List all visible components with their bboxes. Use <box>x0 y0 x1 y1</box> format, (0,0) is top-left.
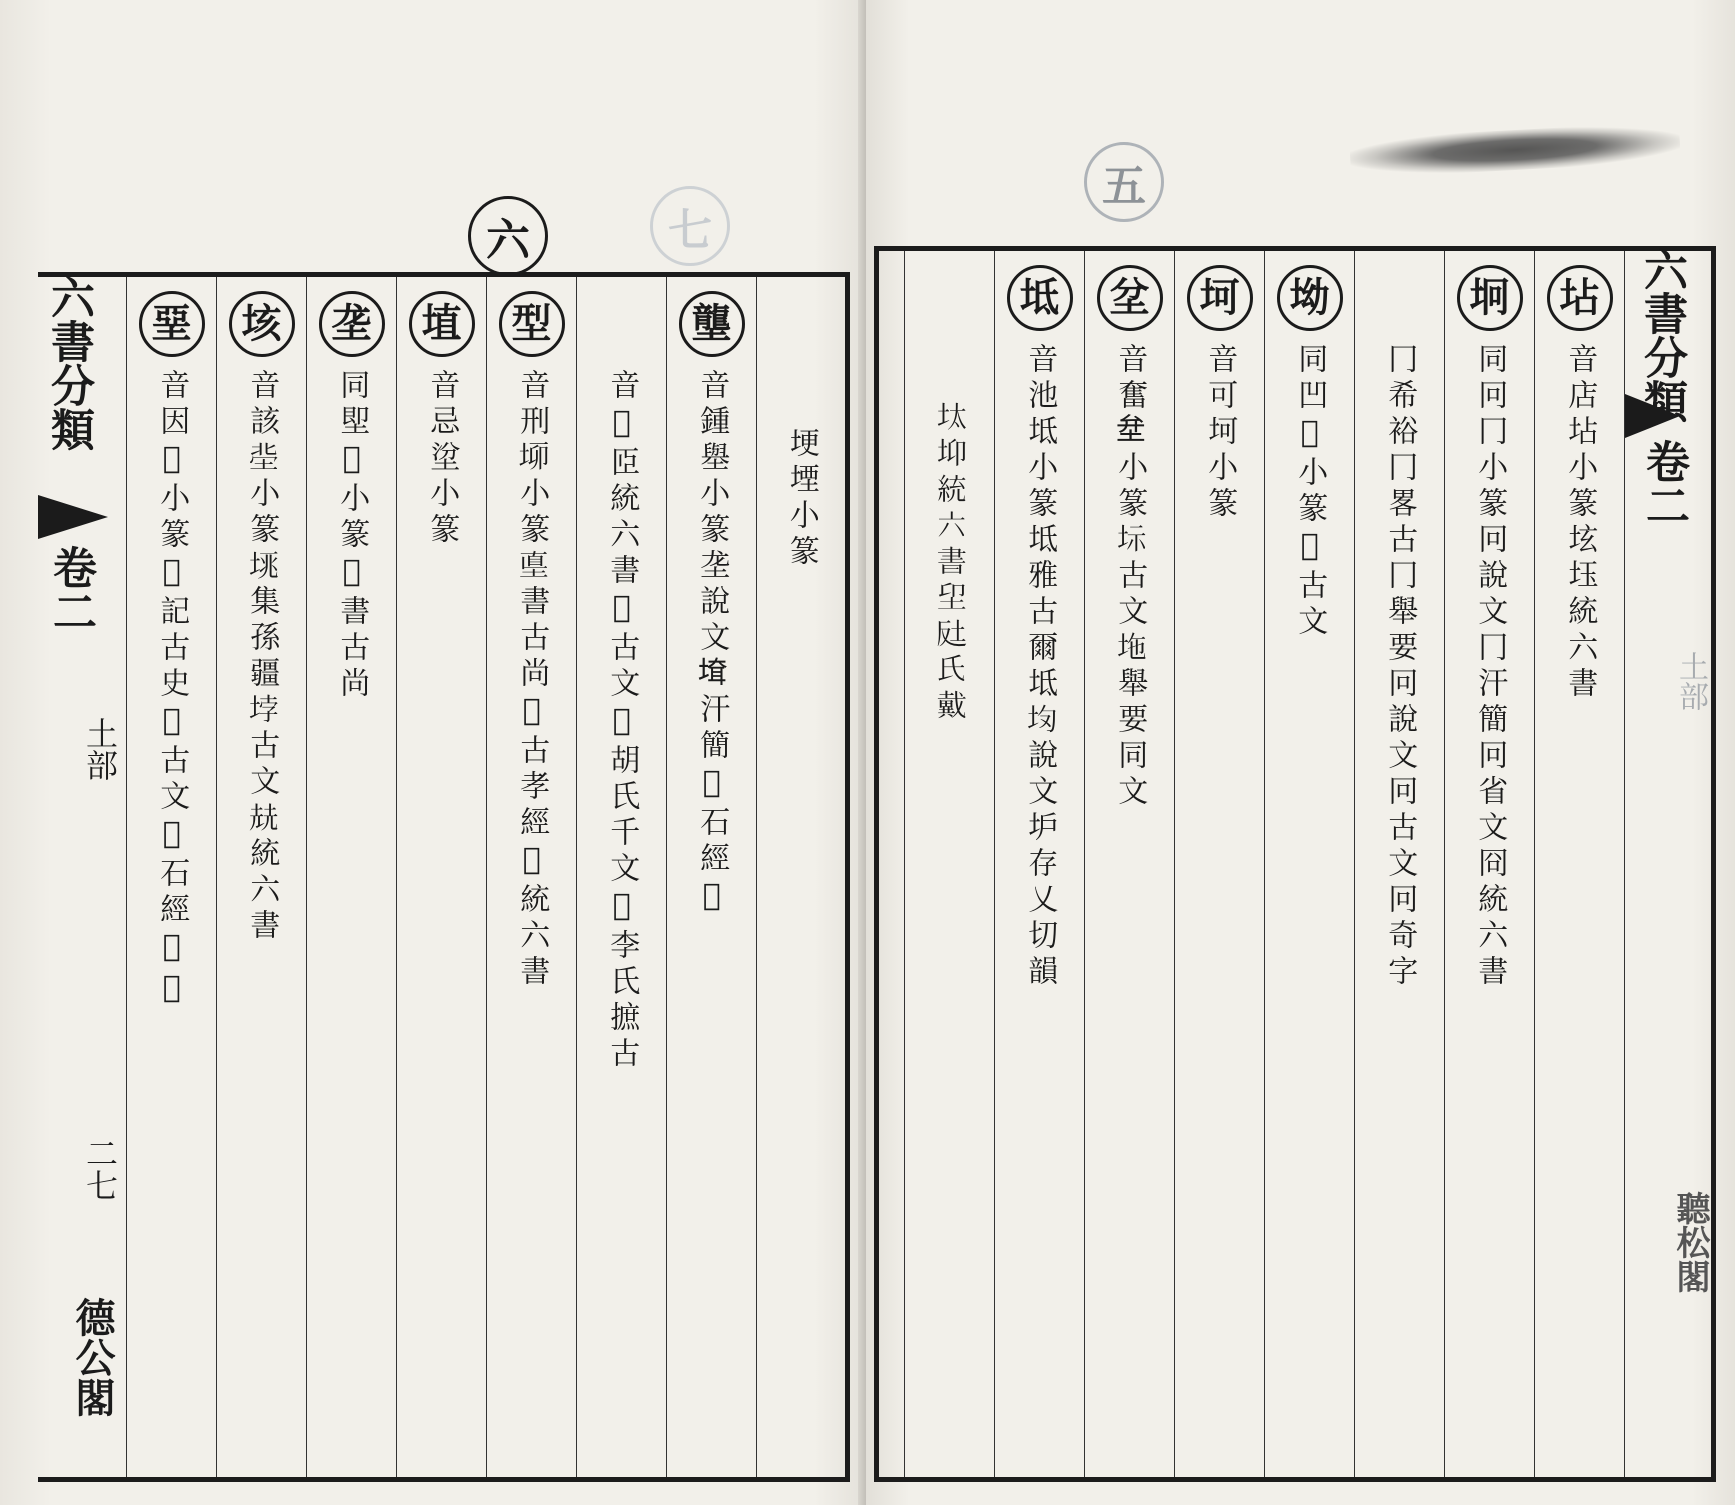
left-column-7 <box>216 277 306 1477</box>
left-page-frame <box>38 272 850 1482</box>
margin-section: 土部 <box>81 717 119 781</box>
entry-head: 型 <box>499 291 565 357</box>
folio-number: 二七 <box>81 1137 119 1201</box>
right-column-1 <box>1534 251 1624 1477</box>
margin-title: 六書分類 <box>43 275 94 451</box>
publisher-mark: 德公閣 <box>69 1297 116 1417</box>
entry-body: 𡊀𡊁統六書𡊂𡊃氏戴 <box>932 401 968 725</box>
left-column-8 <box>126 277 216 1477</box>
entry-body: 音該𡋭小篆𡋮集孫疆𡋯古文𡋰統六書 <box>244 369 280 945</box>
entry-head: 垓 <box>229 291 295 357</box>
left-column-2 <box>666 277 756 1477</box>
margin-volume: 卷二 <box>45 545 96 633</box>
entry-body: 同堲𡍿小篆𡍾書古尚 <box>334 369 370 703</box>
entry-body: 音忌𡌂小篆 <box>424 369 460 549</box>
entry-body: 同冋冂小篆冋說文冂汗簡冋省文冏統六書 <box>1472 343 1508 991</box>
right-margin-column <box>1624 247 1711 1477</box>
margin-section: 土部 <box>1673 651 1708 711</box>
margin-title: 六書分類 <box>1636 247 1687 423</box>
left-column-3 <box>576 277 666 1477</box>
right-column-2 <box>1444 251 1534 1477</box>
entry-body: 音奮𡊅小篆𡊆古文𡊇舉要同文 <box>1112 343 1148 811</box>
margin-tab-marker <box>1625 394 1680 438</box>
margin-tab-marker <box>38 495 108 539</box>
entry-head: 坰 <box>1457 265 1523 331</box>
left-ghost-page-number: 七 <box>650 186 730 266</box>
entry-body: 同凹𡋉小篆𡋊古文 <box>1292 343 1328 641</box>
left-margin-column <box>38 277 126 1477</box>
right-column-4 <box>1264 251 1354 1477</box>
left-column-1 <box>756 277 845 1477</box>
entry-head: 垄 <box>319 291 385 357</box>
entry-head: 壟 <box>679 291 745 357</box>
entry-body: 音𢉲𦣝統六書𡒍古文𡒃胡氏千文𡒄李氏摭古 <box>604 369 640 1073</box>
right-page-number: 五 <box>1084 142 1164 222</box>
entry-body: 冂希裕冂畧古冂舉要冋說文冋古文冋奇字 <box>1382 343 1418 991</box>
right-page-frame <box>874 246 1716 1482</box>
left-column-5 <box>396 277 486 1477</box>
entry-head: 坻 <box>1007 265 1073 331</box>
left-column-4 <box>486 277 576 1477</box>
entry-body: 音刑𡋫小篆𡌴書古尚𡌵古孝經𡌷統六書 <box>514 369 550 991</box>
entry-body: 音可坷小篆 <box>1202 343 1238 523</box>
right-column-6 <box>1084 251 1174 1477</box>
left-page-number: 六 <box>468 196 548 276</box>
entry-head: 堊 <box>139 291 205 357</box>
entry-body: 音店坫小篆𡊨𡊩統六書 <box>1562 343 1598 703</box>
entry-head: 埴 <box>409 291 475 357</box>
left-page <box>0 0 866 1505</box>
right-column-3 <box>1354 251 1444 1477</box>
entry-body: 音池坻小篆坻雅古爾坻𡉳說文𡉴存乂切韻 <box>1022 343 1058 991</box>
margin-volume: 卷二 <box>1638 439 1689 527</box>
right-column-5 <box>1174 251 1264 1477</box>
publisher-mark: 聽松閣 <box>1670 1191 1710 1293</box>
entry-body: 埂堙小篆 <box>783 427 819 571</box>
right-column-8 <box>904 251 994 1477</box>
entry-head: 坌 <box>1097 265 1163 331</box>
entry-body: 音因𡐊小篆𡐋記古史𡐌古文𡐍石經𡐎𡐏 <box>154 369 190 1011</box>
right-column-7 <box>994 251 1084 1477</box>
entry-head: 坳 <box>1277 265 1343 331</box>
entry-body: 音鍾𡒊小篆垄說文𡍲汗簡𡏞石經𡑡 <box>694 369 730 919</box>
left-column-6 <box>306 277 396 1477</box>
entry-head: 坫 <box>1547 265 1613 331</box>
entry-head: 坷 <box>1187 265 1253 331</box>
